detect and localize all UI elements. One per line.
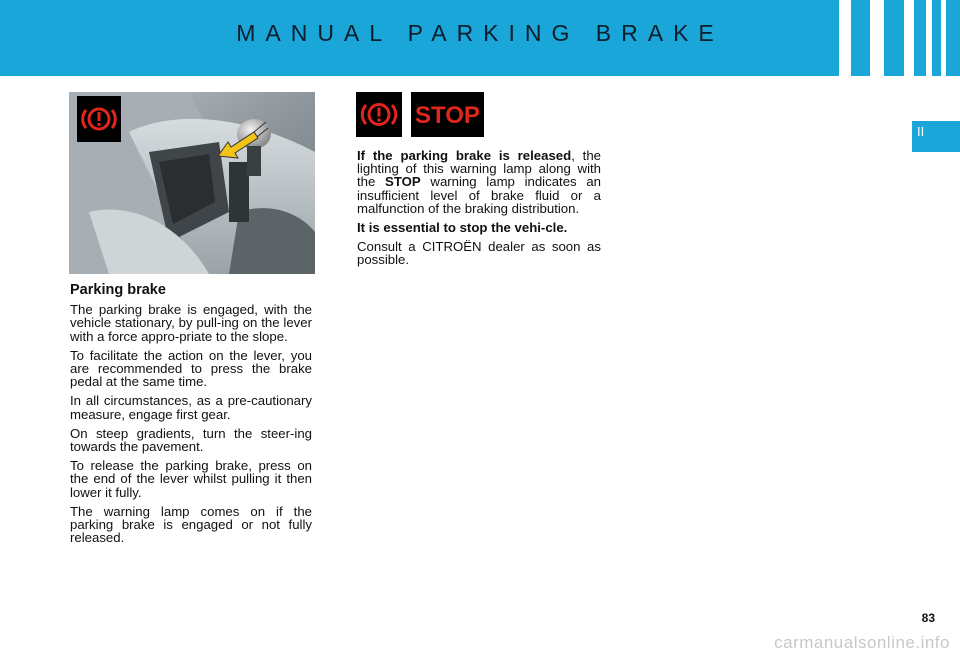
- arrow-icon: [214, 118, 270, 160]
- parking-brake-photo: [69, 92, 315, 274]
- bold-phrase: If the parking brake is released: [357, 148, 572, 163]
- brake-warning-icon: [77, 96, 121, 142]
- brake-warning-lamp-icon: [356, 92, 402, 137]
- stop-word: STOP: [385, 174, 421, 190]
- svg-text:STOP: STOP: [415, 102, 480, 129]
- paragraph: The warning lamp comes on if the parking brake is engaged or not fully released.: [70, 503, 312, 546]
- paragraph: To release the parking brake, press on the end of the lever whilst pulling it then lower it fully.: [70, 458, 312, 500]
- page-number: 83: [921, 611, 935, 625]
- left-column: [70, 284, 312, 550]
- paragraph: To facilitate the action on the lever, you are recommended to press the brake pedal at the same time.: [70, 347, 312, 390]
- stop-lamp-icon: [411, 92, 484, 137]
- text-span: , the lighting of this warning lamp along with the: [357, 148, 602, 190]
- paragraph: On steep gradients, turn the steer-ing towards the pavement.: [70, 425, 312, 455]
- page-header: [0, 0, 960, 76]
- right-column: [357, 149, 601, 273]
- watermark: carmanualsonline.info: [774, 633, 950, 652]
- paragraph: In all circumstances, as a pre-cautionary measure, engage first gear.: [70, 393, 312, 422]
- text-span: warning lamp indicates an insufficient level of brake fluid or a malfunction of the braking distribution.: [357, 174, 602, 216]
- paragraph: Consult a CITROËN dealer as soon as possible.: [357, 239, 601, 268]
- paragraph: [357, 149, 601, 215]
- warning-paragraph: It is essential to stop the vehi-cle.: [357, 220, 568, 236]
- chapter-tab: II: [912, 121, 960, 152]
- section-heading: Parking brake: [70, 282, 166, 298]
- paragraph: The parking brake is engaged, with the vehicle stationary, by pull-ing on the lever with a force appro-priate to the slope.: [70, 302, 312, 344]
- page-title: MANUAL PARKING BRAKE: [236, 20, 724, 46]
